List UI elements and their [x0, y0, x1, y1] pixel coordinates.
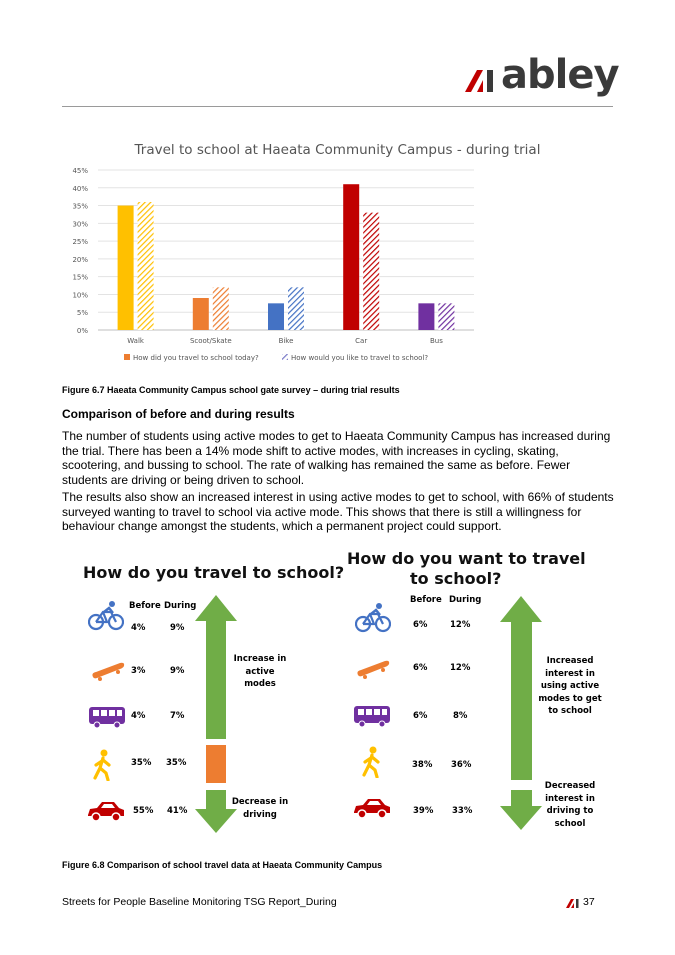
- right-before-header: Before: [410, 595, 442, 605]
- bar-today-scoot-skate: [193, 298, 209, 330]
- figure-6-8-caption: Figure 6.8 Comparison of school travel data at Haeata Community Campus: [62, 860, 383, 870]
- right-bike-during: 12%: [450, 620, 471, 630]
- left-walk-before: 35%: [131, 758, 152, 768]
- y-tick-label: 25%: [72, 238, 88, 247]
- y-tick-label: 45%: [72, 167, 88, 175]
- left-skate-during: 9%: [170, 666, 185, 676]
- abley-logo: [463, 52, 619, 100]
- bar-today-bus: [418, 303, 434, 330]
- left-car-before: 55%: [133, 806, 154, 816]
- left-up-note: Increase in active modes: [233, 654, 287, 689]
- section-heading: Comparison of before and during results: [62, 407, 295, 421]
- walking-person-icon: [91, 749, 115, 781]
- left-car-during: 41%: [167, 806, 188, 816]
- right-up-note: Increased interest in using active modes to get to school: [538, 656, 602, 716]
- chart-title: Travel to school at Haeata Community Campus - during trial: [134, 142, 541, 158]
- logo-text: abley: [501, 52, 619, 98]
- abley-mark-icon: [463, 66, 503, 96]
- no-change-bar: [206, 745, 226, 783]
- bar-like-bus: [438, 303, 454, 330]
- right-bus-during: 8%: [453, 711, 468, 721]
- right-skate-before: 6%: [413, 663, 428, 673]
- bus-icon: [88, 705, 126, 729]
- y-tick-label: 5%: [76, 309, 88, 318]
- bicycle-icon: [88, 599, 124, 631]
- y-tick-label: 30%: [72, 220, 88, 229]
- right-walk-before: 38%: [412, 760, 433, 770]
- x-tick-label: Scoot/Skate: [189, 337, 232, 345]
- y-tick-label: 40%: [72, 184, 88, 193]
- right-car-during: 33%: [452, 806, 473, 816]
- left-during-header: During: [164, 601, 197, 611]
- right-down-note: Decreased interest in driving to school: [544, 781, 596, 829]
- page-number: 37: [583, 896, 595, 908]
- x-tick-label: Walk: [127, 337, 144, 345]
- y-tick-label: 15%: [72, 273, 88, 282]
- bar-like-scoot-skate: [213, 287, 229, 330]
- left-down-note: Decrease in driving: [231, 797, 289, 820]
- car-icon: [86, 799, 126, 823]
- left-bike-before: 4%: [131, 623, 146, 633]
- left-bike-during: 9%: [170, 623, 185, 633]
- car-icon: [352, 796, 392, 820]
- right-skate-during: 12%: [450, 663, 471, 673]
- bar-today-walk: [118, 206, 134, 330]
- legend-label: How did you travel to school today?: [133, 354, 259, 362]
- bicycle-icon: [355, 601, 391, 633]
- header-divider: [62, 106, 613, 107]
- x-tick-label: Car: [355, 337, 368, 345]
- legend-swatch: [282, 354, 288, 360]
- right-car-before: 39%: [413, 806, 434, 816]
- legend-swatch: [124, 354, 130, 360]
- skateboard-icon: [355, 656, 391, 680]
- right-during-header: During: [449, 595, 482, 605]
- bar-today-bike: [268, 303, 284, 330]
- paragraph-1: The number of students using active modes to get to Haeata Community Campus has increased during the trial. There has been a 14% mode shift to active modes, with increases in cycling, skating, scootering, and bussing to school. The rate of walking has remained the same as before. Fewer students are driving or being driven to school.: [62, 429, 611, 487]
- left-bus-before: 4%: [131, 711, 146, 721]
- x-tick-label: Bike: [278, 337, 294, 345]
- bar-like-car: [363, 213, 379, 330]
- skateboard-icon: [90, 658, 126, 682]
- infographic-right-title-line1: How do you want to travel: [347, 549, 586, 568]
- infographic-right-title-line2: to school?: [410, 569, 502, 588]
- paragraph-2: The results also show an increased interest in using active modes to get to school, with 66% of students surveyed wanting to travel to school via active mode. This shows that there is still a willingness for behaviour change amongst the students, which a permanent project could support.: [62, 490, 614, 534]
- abley-mark-icon: [565, 898, 581, 909]
- right-bike-before: 6%: [413, 620, 428, 630]
- left-skate-before: 3%: [131, 666, 146, 676]
- y-tick-label: 10%: [72, 291, 88, 300]
- legend-label: How would you like to travel to school?: [291, 354, 429, 362]
- right-walk-during: 36%: [451, 760, 472, 770]
- infographic-left-title: How do you travel to school?: [83, 563, 345, 582]
- left-before-header: Before: [129, 601, 161, 611]
- bar-like-bike: [288, 287, 304, 330]
- figure-6-7-caption: Figure 6.7 Haeata Community Campus school gate survey – during trial results: [62, 385, 400, 395]
- bar-today-car: [343, 184, 359, 330]
- walking-person-icon: [360, 746, 384, 778]
- left-walk-during: 35%: [166, 758, 187, 768]
- left-bus-during: 7%: [170, 711, 185, 721]
- y-tick-label: 0%: [76, 327, 88, 335]
- y-tick-label: 20%: [72, 255, 88, 264]
- bus-icon: [353, 704, 391, 728]
- y-tick-label: 35%: [72, 202, 88, 211]
- right-bus-before: 6%: [413, 711, 428, 721]
- footer-report-title: Streets for People Baseline Monitoring TSG Report_During: [62, 896, 337, 908]
- bar-like-walk: [138, 202, 154, 330]
- x-tick-label: Bus: [429, 337, 443, 345]
- bar-chart: [62, 160, 613, 370]
